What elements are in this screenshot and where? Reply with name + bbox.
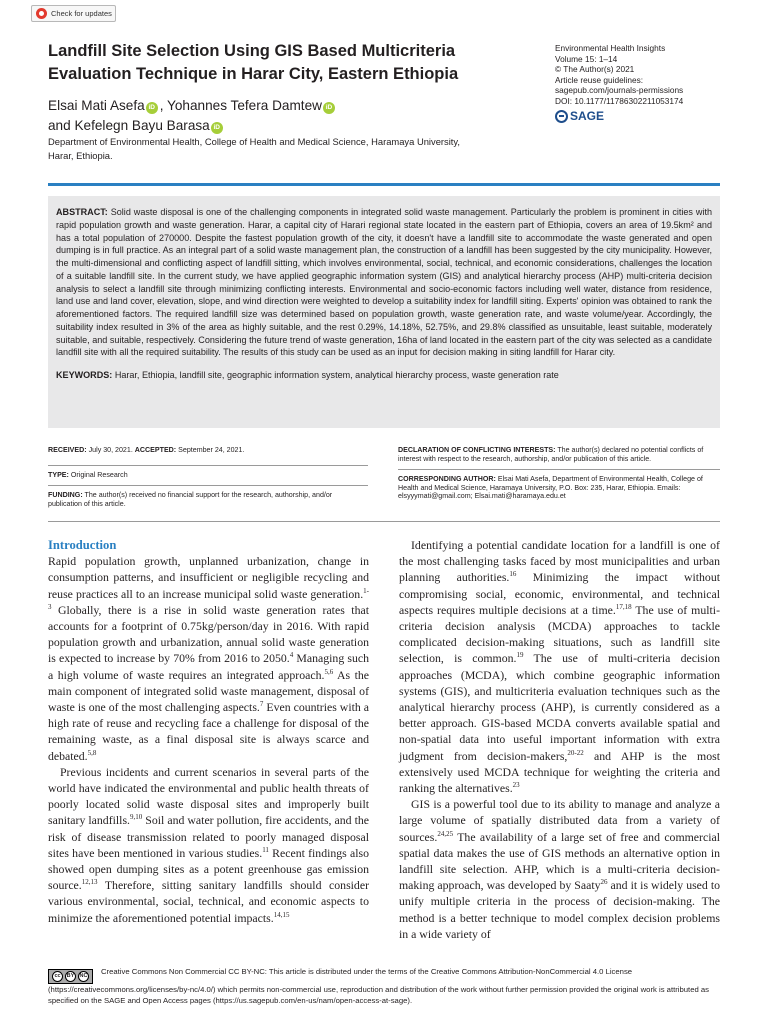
keywords: KEYWORDS: Harar, Ethiopia, landfill site, geographic information system, analytical hierarchy process, waste generation rate: [56, 370, 559, 380]
article-dates-block: [48, 446, 368, 514]
cc-by-nc-badge-icon[interactable]: cc BY NC: [48, 969, 93, 984]
citation-ref[interactable]: 12,13: [81, 878, 98, 887]
body-paragraph: Identifying a potential candidate location for a landfill is one of the most challenging tasks faced by most municipalities and urban planning authorities.$^{16}$ Minimizing the impact without compromising social, economic, environmental, and technical aspects requires multiple decisions at a time.$^{17,18}$ The use of multi-criteria decision analysis (MCDA) approaches to tackle complicated decision-making situations, such as landfill site selection, is common.$^{19}$ The use of multi-criteria decision approaches (MCDA), which combine geographic information systems (GIS), and multicriteria evaluation techniques such as the analytical hierarchy process (AHP), is currently considered as a better approach. GIS-based MCDA converts available spatial and non-spatial data into useful important information with extra judgment from decision-makers,$^{20-22}$ and AHP is the most extensively used MCDA technique for weighting the criteria and ranking the alternatives.$^{23}$: [399, 538, 721, 796]
body-paragraph: GIS is a powerful tool due to its ability to manage and analyze a large volume of spatially distributed data from a variety of sources.$^{24,25}$ The availability of a large set of free and commercial spatial data makes the use of GIS methods an alternative option in landfill site selection. AHP, which is a multi-criteria decision-making approach, was developed by Saaty$^{26}$ and it is widely used to unify multiple criteria in the process of decision-making. The method is a better technique to model complex decision problems in a wide variety of: [399, 797, 721, 941]
sage-logo-icon: [555, 110, 568, 123]
check-updates-label: Check for updates: [51, 9, 112, 18]
funding-statement: FUNDING: The author(s) received no financial support for the research, authorship, and/or publication of this article.: [48, 485, 368, 508]
orcid-icon[interactable]: iD: [323, 102, 335, 114]
article-title: Landfill Site Selection Using GIS Based Multicriteria Evaluation Technique in Harar City, Eastern Ethiopia: [48, 42, 459, 83]
citation-ref[interactable]: 5,6: [324, 667, 334, 676]
received-accepted-dates: RECEIVED: July 30, 2021. ACCEPTED: September 24, 2021.: [48, 446, 245, 454]
abstract-box: [48, 196, 720, 428]
corresponding-author: CORRESPONDING AUTHOR: Elsai Mati Asefa, Department of Environmental Health, College of Health and Medical Science, Haramaya University, P.O. Box: 235, Harar, Ethiopia. Emails: elsyyymati@gmail.com; Elsai.mati@haramaya.edu.et: [398, 469, 720, 501]
orcid-icon[interactable]: iD: [211, 122, 223, 134]
sage-logo: SAGE: [555, 109, 604, 123]
journal-name: Environmental Health Insights: [555, 43, 666, 53]
section-heading-introduction: Introduction: [48, 538, 117, 552]
meta-divider: [48, 521, 720, 522]
orcid-icon[interactable]: iD: [146, 102, 158, 114]
body-paragraph: Rapid population growth, unplanned urbanization, change in consumption patterns, and insufficient or negligible recycling and reuse practices all to an increase municipal solid waste generation.$^{1-3}$ Globally, there is a rise in solid waste generation rates that accounts for a footprint of 0.75kg/person/day in 2016. With rapid population growth and urbanization, annual solid waste generation is expected to increase by 70% from 2016 to 2050.$^4$ Managing such a high volume of waste requires an integrated approach.$^{5,6}$ As the main component of integrated solid waste management, disposal of waste is one of the most challenging aspects.$^7$ Even countries with a high rate of reuse and recycling face a challenge for disposal of the remaining waste, as a final disposal site is always scarce and debated.$^{5,8}$: [48, 554, 369, 763]
journal-info: [555, 43, 755, 107]
citation-ref[interactable]: 16: [509, 570, 517, 579]
author-name: Yohannes Tefera Damtew: [167, 98, 322, 113]
author-name: Elsai Mati Asefa: [48, 98, 145, 113]
doi[interactable]: DOI: 10.1177/11786302211053174: [555, 95, 684, 106]
header-divider: [48, 183, 720, 186]
citation-ref[interactable]: 5,8: [87, 748, 97, 757]
reuse-link[interactable]: sagepub.com/journals-permissions: [555, 85, 684, 96]
author-name: Kefelegn Bayu Barasa: [74, 118, 210, 133]
citation-ref[interactable]: 4: [289, 651, 294, 660]
check-for-updates-button[interactable]: [31, 5, 116, 22]
body-column-right: [399, 537, 720, 942]
declaration-block: [398, 446, 720, 507]
citation-ref[interactable]: 19: [516, 651, 524, 660]
citation-ref[interactable]: 11: [262, 845, 269, 854]
article-type: TYPE: Original Research: [48, 465, 368, 480]
license-text: Creative Commons Non Commercial CC BY-NC: This article is distributed under the terms of the Creative Commons Attribution-NonCommercial 4.0 License (https://creativecommons.org/licenses/by-nc/4.0/) which permits non-commercial use, reproduction and distribution of the work without further permission provided the original work is attributed as specified on the SAGE and Open Access pages (https://us.sagepub.com/en-us/nam/open-access-at-sage).: [48, 967, 709, 1006]
citation-ref[interactable]: 17,18: [615, 602, 632, 611]
body-column-left: [48, 537, 369, 926]
reuse-guidelines: Article reuse guidelines:: [555, 74, 644, 85]
citation-ref[interactable]: 23: [512, 781, 520, 790]
conflict-declaration: DECLARATION OF CONFLICTING INTERESTS: The author(s) declared no potential conflicts of interest with respect to the research, authorship, and/or publication of this article.: [398, 446, 704, 463]
journal-volume: Volume 15: 1–14: [555, 53, 618, 64]
citation-ref[interactable]: 26: [600, 878, 608, 887]
license-footer: [48, 966, 720, 1006]
copyright: © The Author(s) 2021: [555, 64, 635, 75]
citation-ref[interactable]: 1-3: [48, 586, 369, 611]
author-list: Elsai Mati Asefa iD , Yohannes Tefera Damtew iD and Kefelegn Bayu Barasa iD: [48, 96, 508, 136]
citation-ref[interactable]: 7: [259, 700, 264, 709]
citation-ref[interactable]: 14,15: [273, 910, 290, 919]
check-updates-icon: [36, 8, 47, 19]
author-affiliation: Department of Environmental Health, College of Health and Medical Science, Haramaya University, Harar, Ethiopia.: [48, 136, 460, 161]
abstract: ABSTRACT: Solid waste disposal is one of the challenging components in integrated solid waste management. Particularly the problem is prominent in cities with rapid population growth and waste generation. Harar, a capital city of Harari regional state located in the eastern part of Ethiopia, covers an area of 19.5km² and has a total population of 270000. Despite the fastest population growth of the city, it doesn't have a landfill site to accommodate the waste generated and open dumping is in full practice. As an integral part of a solid waste management plan, the construction of a landfill has been suggested by the city municipality. However, the multi-dimensional and conflicting aspect of landfill sitting, which involves environmental, social, technical, and economic considerations, challenges the location of a suitable landfill site. In the current study, we have applied geographic information system (GIS) and analytical hierarchy process (AHP) multi-criteria decision analysis to select a landfill site through minimizing conflicting interests. Environmental and socio-economic factors including well water, distance from residence, land use and land cover, elevation, slope, and wind direction were weighted to develop a suitability index for landfill siting. Experts' opinion was obtained to rank the aforementioned factors. The required landfill size was determined based on population growth, waste generation rate, and waste volume/year. Accordingly, the suitability index resulted in 3% of the area as highly suitable, and the rest 0.29%, 14.18%, 52.75%, and 29.8% classified as unsuitable, least suitable, moderately suitable, and suitable, respectively. Considering the future trend of waste generation, 16ha of land located in the eastern part of the city was selected as a candidate landfill site with all the required suitability. The results of this study can be used as an input for decision making in siting landfill for Harar city.: [56, 207, 712, 358]
citation-ref[interactable]: 24,25: [437, 829, 454, 838]
citation-ref[interactable]: 9,10: [130, 813, 143, 822]
citation-ref[interactable]: 20-22: [567, 748, 584, 757]
body-paragraph: Previous incidents and current scenarios in several parts of the world have indicated the environmental and public health threats of poorly located solid waste disposal sites and improperly built sanitary landfills.$^{9,10}$ Soil and water pollution, fire accidents, and the risk of disease transmission related to poorly managed disposal sites have been mentioned in various studies.$^{11}$ Recent findings also showed open dumping sites as a potent greenhouse gas emission source.$^{12,13}$ Therefore, sitting sanitary landfills should consider various environmental, social, technical, and economic aspects to minimize the aforementioned potential impacts.$^{14,15}$: [48, 764, 370, 925]
